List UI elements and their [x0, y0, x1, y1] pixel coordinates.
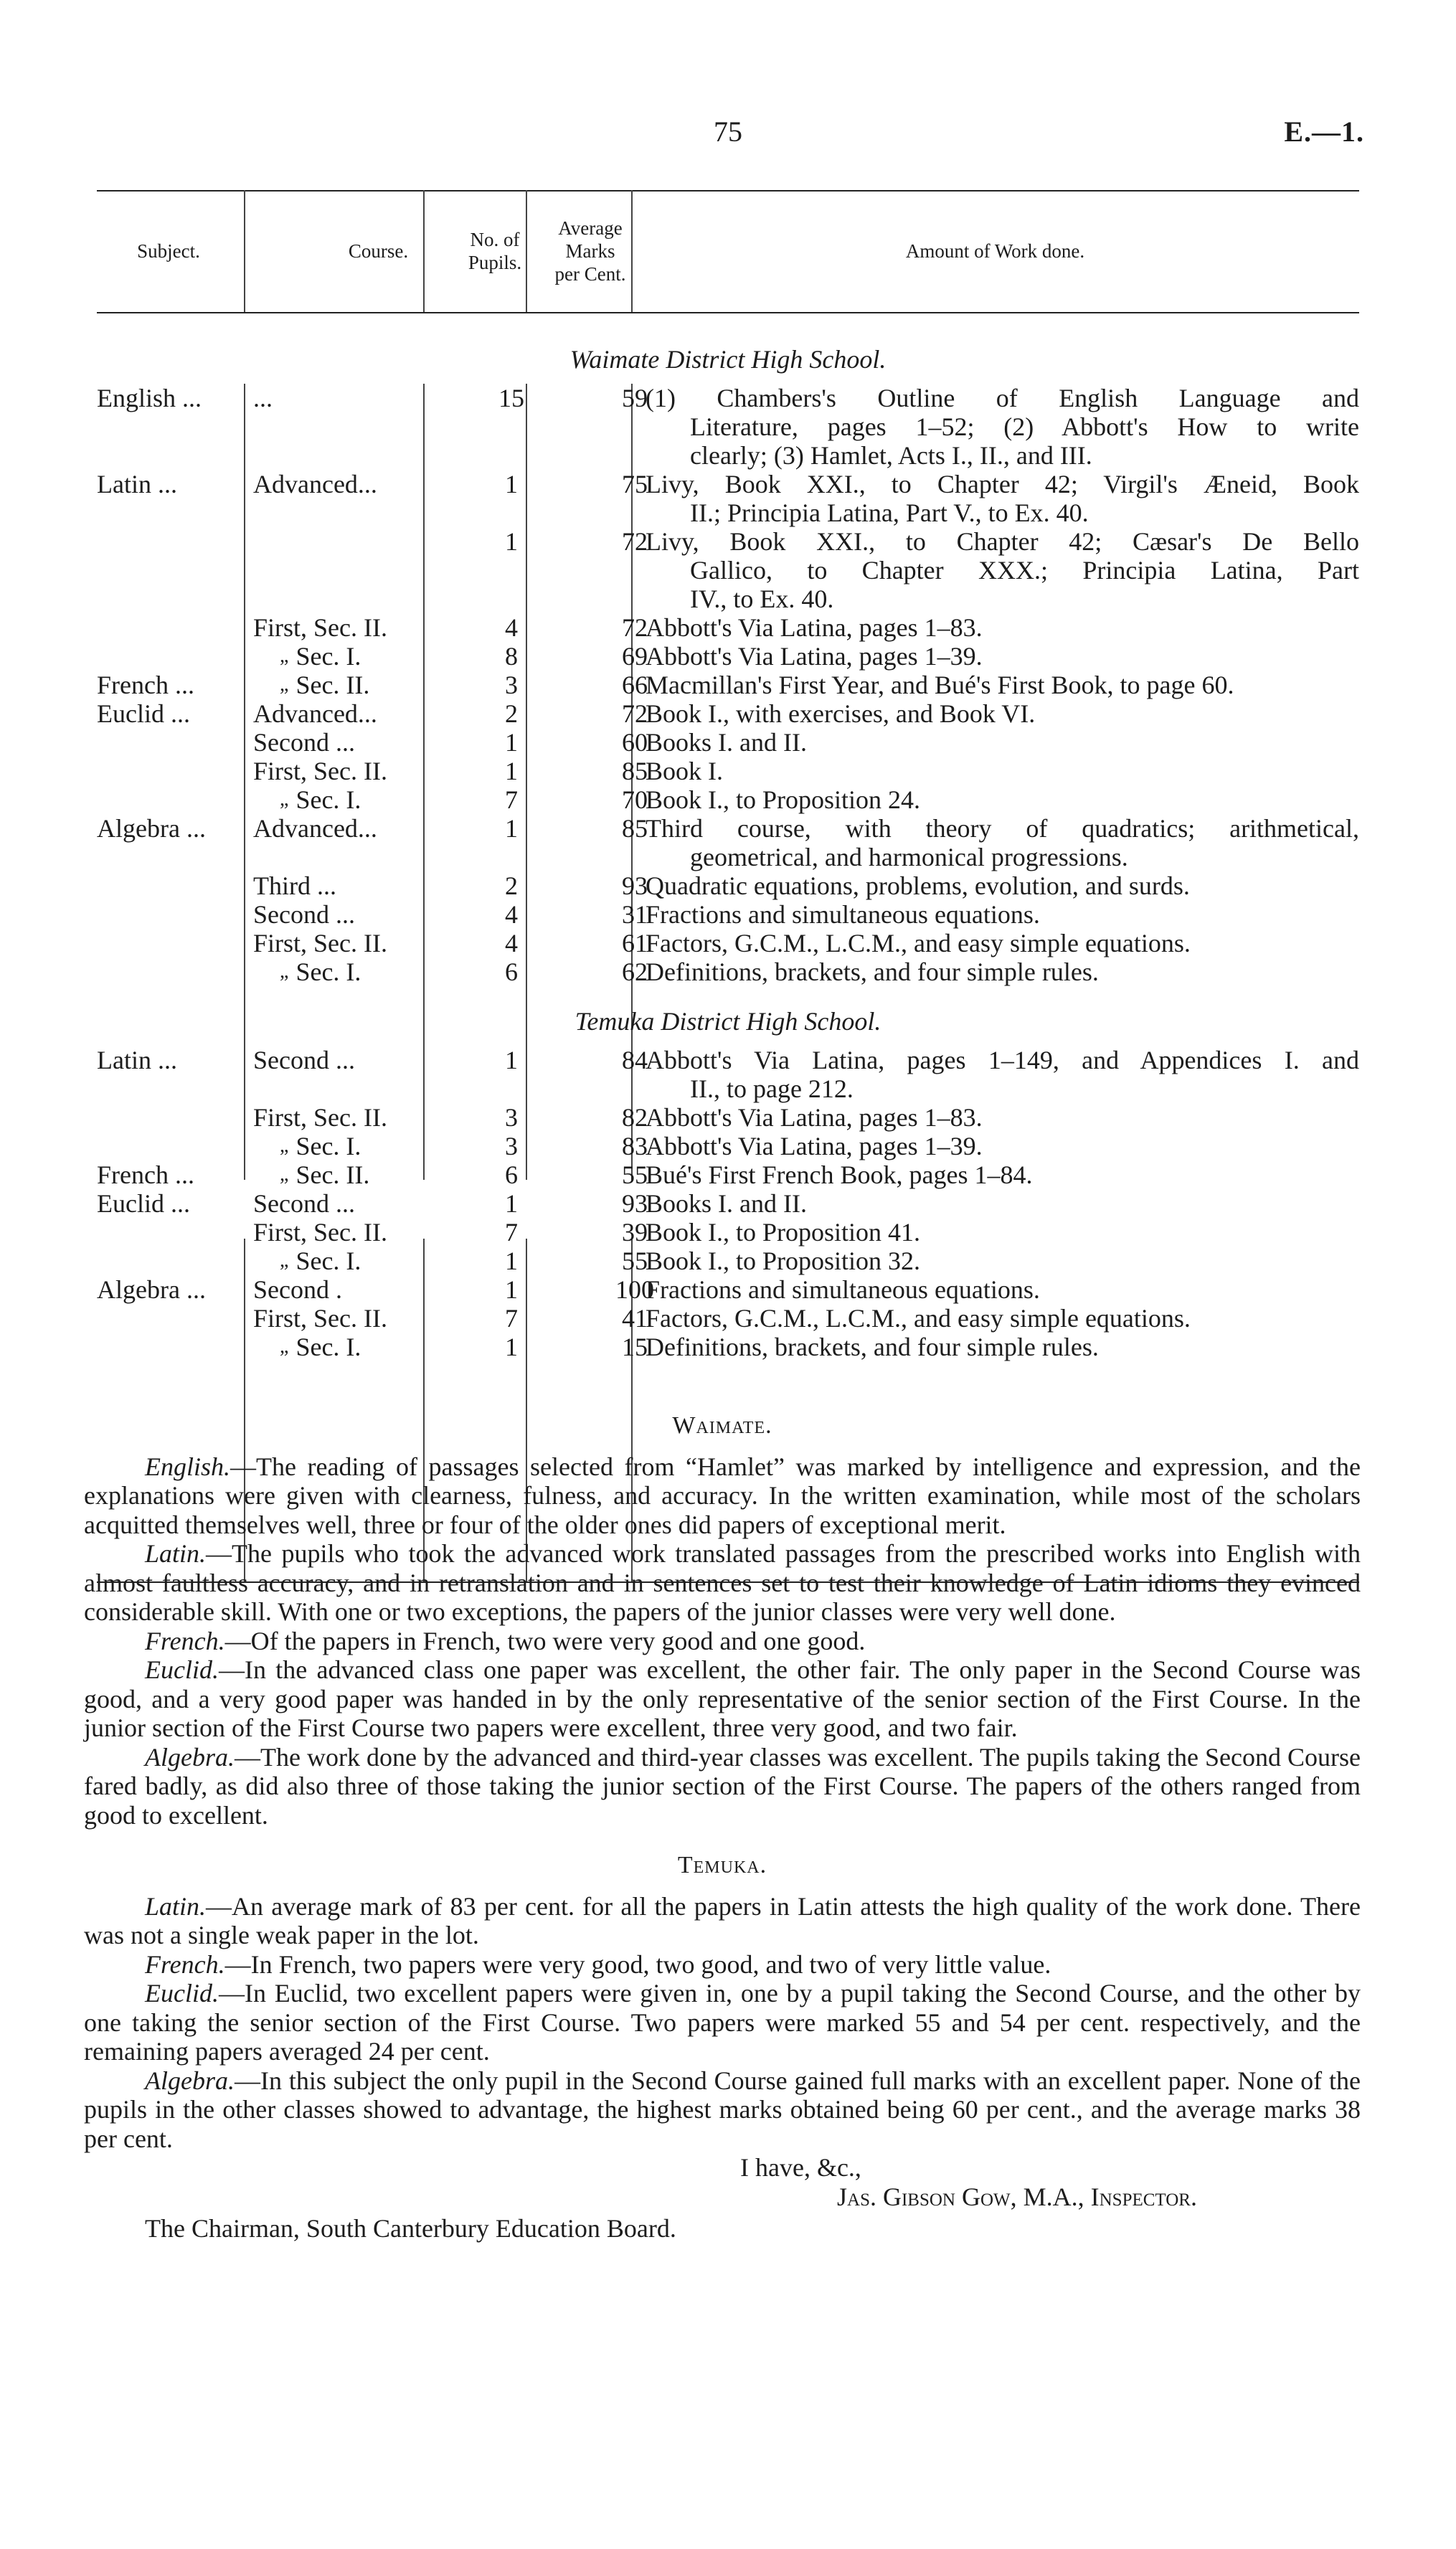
- cell-marks: 85: [622, 814, 648, 843]
- cell-work: [646, 1132, 1359, 1160]
- work-line: Macmillan's First Year, and Bué's First Book, to page 60.: [646, 671, 1234, 699]
- course-text: Second ...: [253, 900, 355, 929]
- paragraph-lead: English.: [145, 1452, 231, 1481]
- cell-marks: 39: [622, 1218, 648, 1247]
- cell-pupils: 1: [505, 814, 518, 843]
- cell-work: [646, 1189, 1359, 1218]
- col-header-subject: Subject.: [137, 240, 200, 262]
- cell-work: [646, 1218, 1359, 1247]
- cell-pupils: 7: [505, 1218, 518, 1247]
- cell-work: [646, 1333, 1359, 1361]
- cell-pupils: 1: [505, 470, 518, 498]
- waimate-paragraph: [84, 1743, 1361, 1830]
- cell-work: [646, 642, 1359, 671]
- cell-work: [646, 1046, 1359, 1103]
- cell-marks: 59: [622, 384, 648, 412]
- work-line: Book I.: [646, 757, 723, 785]
- cell-pupils: 4: [505, 613, 518, 642]
- cell-marks: 85: [622, 757, 648, 785]
- course-text: Second ...: [253, 1046, 355, 1074]
- closing-line: I have, &c.,: [740, 2153, 861, 2182]
- ditto-mark: „: [280, 645, 289, 667]
- cell-work: [646, 699, 1359, 728]
- cell-pupils: 6: [505, 1160, 518, 1189]
- course-text: Advanced...: [253, 699, 377, 728]
- paragraph-text: —In French, two papers were very good, two good, and two of very little value.: [224, 1949, 1051, 1979]
- cell-work: [646, 470, 1359, 527]
- page-code: E.—1.: [1284, 115, 1364, 148]
- cell-marks: 60: [622, 728, 648, 757]
- col-header-marks-line: Average: [558, 217, 623, 239]
- cell-marks: 72: [622, 527, 648, 556]
- work-line: Book I., to Proposition 24.: [646, 785, 921, 814]
- temuka-paragraph: [84, 2066, 1361, 2154]
- work-line: Book I., with exercises, and Book VI.: [646, 699, 1036, 728]
- waimate-paragraphs: [84, 1452, 1361, 1830]
- work-line: Factors, G.C.M., L.C.M., and easy simple equations.: [646, 929, 1191, 957]
- cell-work: [646, 384, 1359, 470]
- cell-work: [646, 929, 1359, 957]
- body-divider: [244, 384, 245, 1180]
- cell-pupils: 1: [505, 728, 518, 757]
- cell-work: [646, 871, 1359, 900]
- col-header-marks-line: Marks: [565, 240, 615, 262]
- cell-work: [646, 1247, 1359, 1275]
- paragraph-text: —The work done by the advanced and third-year classes was excellent. The pupils taking the Second Course fared badly, as did also three of those taking the junior section of the First Course. The papers of the others ranged from good to excellent.: [84, 1742, 1361, 1830]
- cell-marks: 82: [622, 1103, 648, 1132]
- cell-pupils: 2: [505, 871, 518, 900]
- work-line: Books I. and II.: [646, 1189, 807, 1218]
- work-line: Fractions and simultaneous equations.: [646, 1275, 1040, 1304]
- page-number: 75: [714, 115, 742, 148]
- work-line: Fractions and simultaneous equations.: [646, 900, 1040, 929]
- paragraph-text: —In the advanced class one paper was excellent, the other fair. The only paper in the Second Course was good, and a very good paper was handed in by the only representative of the senior section of the First Course. In the junior section of the First Course two papers were excellent, three very good, and two fair.: [84, 1655, 1361, 1742]
- course-text: Sec. I.: [296, 1333, 361, 1361]
- signature: Jas. Gibson Gow, M.A., Inspector.: [837, 2182, 1197, 2211]
- cell-pupils: 1: [505, 1333, 518, 1361]
- work-line: (1) Chambers's Outline of English Language and: [646, 384, 1359, 412]
- course-text: Second .: [253, 1275, 342, 1304]
- cell-work: [646, 1275, 1359, 1304]
- work-line: Third course, with theory of quadratics; arithmetical,: [646, 814, 1359, 843]
- paragraph-lead: Latin.: [145, 1539, 207, 1568]
- addressee: The Chairman, South Canterbury Education Board.: [145, 2214, 676, 2243]
- cell-pupils: 2: [505, 699, 518, 728]
- work-line: II.; Principia Latina, Part V., to Ex. 40.: [690, 498, 1089, 527]
- cell-marks: 55: [622, 1247, 648, 1275]
- course-text: Second ...: [253, 728, 355, 757]
- cell-work: [646, 527, 1359, 613]
- header-divider: [244, 190, 245, 312]
- col-header-work: Amount of Work done.: [905, 240, 1085, 262]
- work-line: Quadratic equations, problems, evolution, and surds.: [646, 871, 1190, 900]
- work-line: Abbott's Via Latina, pages 1–39.: [646, 1132, 983, 1160]
- cell-work: [646, 671, 1359, 699]
- course-text: Sec. I.: [296, 957, 361, 986]
- cell-pupils: 1: [505, 757, 518, 785]
- cell-subject: Algebra ...: [97, 1275, 206, 1304]
- work-line: Abbott's Via Latina, pages 1–83.: [646, 613, 983, 642]
- paragraph-lead: Algebra.: [145, 2066, 235, 2095]
- waimate-paragraph: [84, 1655, 1361, 1743]
- cell-marks: 93: [622, 871, 648, 900]
- ditto-mark: „: [280, 960, 289, 983]
- paragraph-lead: Algebra.: [145, 1742, 235, 1772]
- cell-marks: 70: [622, 785, 648, 814]
- work-line: II., to page 212.: [690, 1074, 854, 1103]
- paragraph-text: —The reading of passages selected from “Hamlet” was marked by intelligence and expression, and the explanations were given with clearness, fulness, and accuracy. In the written examination, while most of the scholars acquitted themselves well, three or four of the older ones did papers of exceptional merit.: [84, 1452, 1361, 1539]
- ditto-mark: „: [280, 788, 289, 810]
- cell-pupils: 7: [505, 1304, 518, 1333]
- waimate-paragraph: [84, 1452, 1361, 1540]
- paragraph-lead: French.: [145, 1949, 225, 1979]
- cell-pupils: 1: [505, 1046, 518, 1074]
- course-text: Third ...: [253, 871, 336, 900]
- paragraph-text: —The pupils who took the advanced work translated passages from the prescribed works into English with almost faultless accuracy, and in retranslation and in sentences set to test their knowledge of Latin idioms they evinced considerable skill. With one or two exceptions, the papers of the junior classes were very well done.: [84, 1539, 1361, 1626]
- work-line: Bué's First French Book, pages 1–84.: [646, 1160, 1033, 1189]
- header-divider: [423, 190, 425, 312]
- work-line: Definitions, brackets, and four simple rules.: [646, 957, 1099, 986]
- course-text: First, Sec. II.: [253, 1103, 387, 1132]
- cell-work: [646, 757, 1359, 785]
- cell-pupils: 4: [505, 900, 518, 929]
- temuka-paragraphs: [84, 1892, 1361, 2154]
- cell-marks: 41: [622, 1304, 648, 1333]
- cell-work: [646, 1304, 1359, 1333]
- cell-work: [646, 728, 1359, 757]
- cell-pupils: 4: [505, 929, 518, 957]
- report: [84, 1407, 1361, 2243]
- paragraph-lead: French.: [145, 1626, 225, 1655]
- cell-subject: French ...: [97, 1160, 194, 1189]
- work-line: Factors, G.C.M., L.C.M., and easy simple equations.: [646, 1304, 1191, 1333]
- cell-marks: 31: [622, 900, 648, 929]
- cell-work: [646, 785, 1359, 814]
- cell-marks: 69: [622, 642, 648, 671]
- paragraph-text: —In Euclid, two excellent papers were given in, one by a pupil taking the Second Course, and the other by one taking the senior section of the First Course. Two papers were marked 55 and 54 per cent. respectively, and the remaining papers averaged 24 per cent.: [84, 1979, 1361, 2066]
- cell-marks: 66: [622, 671, 648, 699]
- cell-marks: 72: [622, 699, 648, 728]
- cell-pupils: 15: [498, 384, 524, 412]
- cell-pupils: 3: [505, 1132, 518, 1160]
- cell-work: [646, 1103, 1359, 1132]
- work-line: geometrical, and harmonical progressions.: [690, 843, 1128, 871]
- ditto-mark: „: [280, 1135, 289, 1157]
- ditto-mark: „: [280, 1163, 289, 1186]
- cell-subject: Euclid ...: [97, 1189, 190, 1218]
- cell-marks: 72: [622, 613, 648, 642]
- work-line: Book I., to Proposition 41.: [646, 1218, 921, 1247]
- cell-marks: 61: [622, 929, 648, 957]
- cell-subject: Algebra ...: [97, 814, 206, 843]
- cell-marks: 83: [622, 1132, 648, 1160]
- waimate-paragraph: [84, 1539, 1361, 1627]
- cell-work: [646, 957, 1359, 986]
- work-line: Livy, Book XXI., to Chapter 42; Cæsar's De Bello: [646, 527, 1359, 556]
- cell-pupils: 1: [505, 1275, 518, 1304]
- cell-subject: French ...: [97, 671, 194, 699]
- course-text: First, Sec. II.: [253, 929, 387, 957]
- table-header-rule: [97, 312, 1359, 313]
- cell-marks: 15: [622, 1333, 648, 1361]
- waimate-paragraph: [84, 1627, 1361, 1656]
- paragraph-text: —Of the papers in French, two were very good and one good.: [224, 1626, 866, 1655]
- temuka-paragraph: [84, 1979, 1361, 2066]
- work-line: IV., to Ex. 40.: [690, 585, 834, 613]
- course-text: Sec. I.: [296, 1247, 361, 1275]
- cell-pupils: 1: [505, 527, 518, 556]
- work-line: Gallico, to Chapter XXX.; Principia Latina, Part: [690, 556, 1359, 585]
- course-text: Sec. II.: [296, 1160, 370, 1189]
- course-text: Sec. I.: [296, 642, 361, 671]
- section-caption: Waimate District High School.: [569, 345, 887, 374]
- temuka-paragraph: [84, 1950, 1361, 1980]
- course-text: First, Sec. II.: [253, 1218, 387, 1247]
- cell-pupils: 3: [505, 1103, 518, 1132]
- course-text: First, Sec. II.: [253, 757, 387, 785]
- cell-work: [646, 900, 1359, 929]
- cell-pupils: 8: [505, 642, 518, 671]
- paragraph-lead: Latin.: [145, 1891, 207, 1921]
- header-divider: [526, 190, 527, 312]
- course-text: First, Sec. II.: [253, 1304, 387, 1333]
- col-header-pupils-line: Pupils.: [468, 252, 522, 273]
- waimate-heading: Waimate.: [672, 1412, 772, 1439]
- course-text: Advanced...: [253, 470, 377, 498]
- course-text: Advanced...: [253, 814, 377, 843]
- cell-marks: 100: [615, 1275, 654, 1304]
- paragraph-lead: Euclid.: [145, 1655, 219, 1684]
- work-line: Livy, Book XXI., to Chapter 42; Virgil's Æneid, Book: [646, 470, 1359, 498]
- work-line: Definitions, brackets, and four simple rules.: [646, 1333, 1099, 1361]
- cell-pupils: 1: [505, 1247, 518, 1275]
- temuka-paragraph: [84, 1892, 1361, 1950]
- work-line: Abbott's Via Latina, pages 1–39.: [646, 642, 983, 671]
- cell-subject: English ...: [97, 384, 202, 412]
- course-text: ...: [253, 384, 273, 412]
- cell-subject: Latin ...: [97, 470, 177, 498]
- course-text: First, Sec. II.: [253, 613, 387, 642]
- cell-marks: 93: [622, 1189, 648, 1218]
- work-line: clearly; (3) Hamlet, Acts I., II., and III.: [690, 441, 1092, 470]
- work-line: Book I., to Proposition 32.: [646, 1247, 921, 1275]
- course-text: Second ...: [253, 1189, 355, 1218]
- course-text: Sec. II.: [296, 671, 370, 699]
- paragraph-text: —An average mark of 83 per cent. for all the papers in Latin attests the high quality of the work done. There was not a single weak paper in the lot.: [84, 1891, 1361, 1949]
- col-header-course: Course.: [348, 240, 409, 262]
- ditto-mark: „: [280, 1335, 289, 1358]
- work-line: Abbott's Via Latina, pages 1–149, and Appendices I. and: [646, 1046, 1359, 1074]
- work-line: Abbott's Via Latina, pages 1–83.: [646, 1103, 983, 1132]
- cell-marks: 84: [622, 1046, 648, 1074]
- cell-subject: Euclid ...: [97, 699, 190, 728]
- course-text: Sec. I.: [296, 1132, 361, 1160]
- paragraph-lead: Euclid.: [145, 1979, 219, 2007]
- ditto-mark: „: [280, 1249, 289, 1272]
- cell-marks: 55: [622, 1160, 648, 1189]
- cell-work: [646, 613, 1359, 642]
- cell-pupils: 3: [505, 671, 518, 699]
- cell-work: [646, 1160, 1359, 1189]
- cell-marks: 75: [622, 470, 648, 498]
- cell-pupils: 6: [505, 957, 518, 986]
- col-header-pupils-line: No. of: [470, 229, 520, 250]
- temuka-heading: Temuka.: [677, 1852, 767, 1878]
- cell-pupils: 7: [505, 785, 518, 814]
- header-divider: [631, 190, 633, 312]
- cell-marks: 62: [622, 957, 648, 986]
- section-caption: Temuka District High School.: [575, 1007, 881, 1036]
- work-line: Books I. and II.: [646, 728, 807, 757]
- cell-work: [646, 814, 1359, 871]
- ditto-mark: „: [280, 673, 289, 696]
- cell-subject: Latin ...: [97, 1046, 177, 1074]
- work-line: Literature, pages 1–52; (2) Abbott's How to write: [690, 412, 1359, 441]
- paragraph-text: —In this subject the only pupil in the Second Course gained full marks with an excellent paper. None of the pupils in the other classes showed to advantage, the highest marks obtained being 60 per cent., and the average marks 38 per cent.: [84, 2066, 1361, 2153]
- course-text: Sec. I.: [296, 785, 361, 814]
- col-header-marks-line: per Cent.: [554, 263, 626, 285]
- cell-pupils: 1: [505, 1189, 518, 1218]
- returns-table: [97, 190, 1359, 1391]
